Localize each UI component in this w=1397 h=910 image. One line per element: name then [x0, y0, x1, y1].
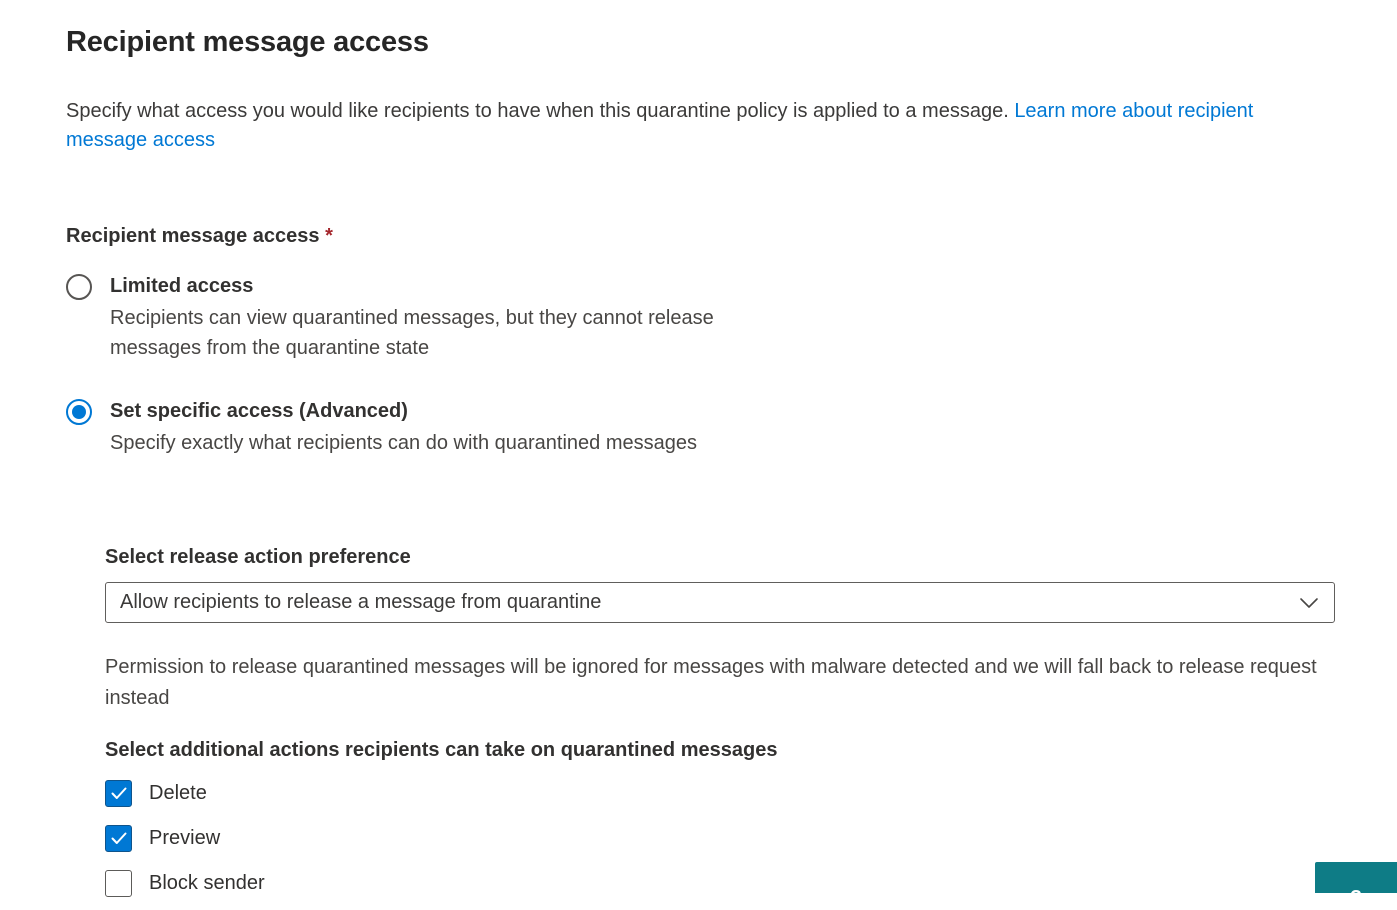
- advanced-access-subsection: [105, 546, 1397, 897]
- learn-more-link[interactable]: Learn more about recipient message access: [66, 100, 1254, 151]
- radio-option-set-specific-access-text: [110, 397, 697, 458]
- release-preference-label: Select release action preference: [105, 546, 411, 568]
- checkmark-icon: [111, 787, 127, 800]
- checkmark-icon: [111, 832, 127, 845]
- page-title: Recipient message access: [66, 26, 429, 58]
- checkbox-label[interactable]: Delete: [149, 782, 207, 804]
- checkbox-unchecked-icon[interactable]: [105, 870, 132, 897]
- page-description: [66, 97, 1338, 155]
- checkbox-label[interactable]: Preview: [149, 827, 221, 849]
- release-preference-dropdown[interactable]: [105, 582, 1335, 623]
- radio-option-label[interactable]: Limited access: [110, 275, 254, 297]
- checkbox-row-delete[interactable]: [105, 780, 1397, 807]
- access-field-label: [66, 225, 1397, 248]
- radio-unselected-icon[interactable]: [66, 274, 92, 300]
- checkbox-checked-icon[interactable]: [105, 780, 132, 807]
- radio-option-description: Specify exactly what recipients can do with quarantined messages: [110, 432, 697, 454]
- question-mark-icon: ?: [1349, 887, 1363, 909]
- radio-option-limited-access-text: [110, 272, 760, 363]
- radio-option-description: Recipients can view quarantined messages, but they cannot release messages from the quarantine state: [110, 307, 714, 359]
- required-asterisk: *: [325, 225, 333, 247]
- access-field-label-text: Recipient message access: [66, 225, 320, 247]
- checkbox-checked-icon[interactable]: [105, 825, 132, 852]
- radio-option-set-specific-access[interactable]: [66, 397, 1397, 458]
- additional-actions-label: Select additional actions recipients can take on quarantined messages: [105, 739, 778, 761]
- checkbox-row-block-sender[interactable]: [105, 870, 1397, 897]
- radio-selected-icon[interactable]: [66, 399, 92, 425]
- radio-option-limited-access[interactable]: [66, 272, 1397, 363]
- checkbox-row-preview[interactable]: [105, 825, 1397, 852]
- release-preference-selected-value: Allow recipients to release a message from quarantine: [120, 591, 602, 613]
- radio-option-label[interactable]: Set specific access (Advanced): [110, 400, 408, 422]
- release-preference-note: Permission to release quarantined messages will be ignored for messages with malware detected and we will fall back to release request instead: [105, 656, 1317, 709]
- page-description-text: Specify what access you would like recipients to have when this quarantine policy is applied to a message.: [66, 100, 1009, 122]
- checkbox-label[interactable]: Block sender: [149, 872, 265, 894]
- chevron-down-icon: [1300, 598, 1318, 608]
- help-button[interactable]: [1315, 862, 1397, 909]
